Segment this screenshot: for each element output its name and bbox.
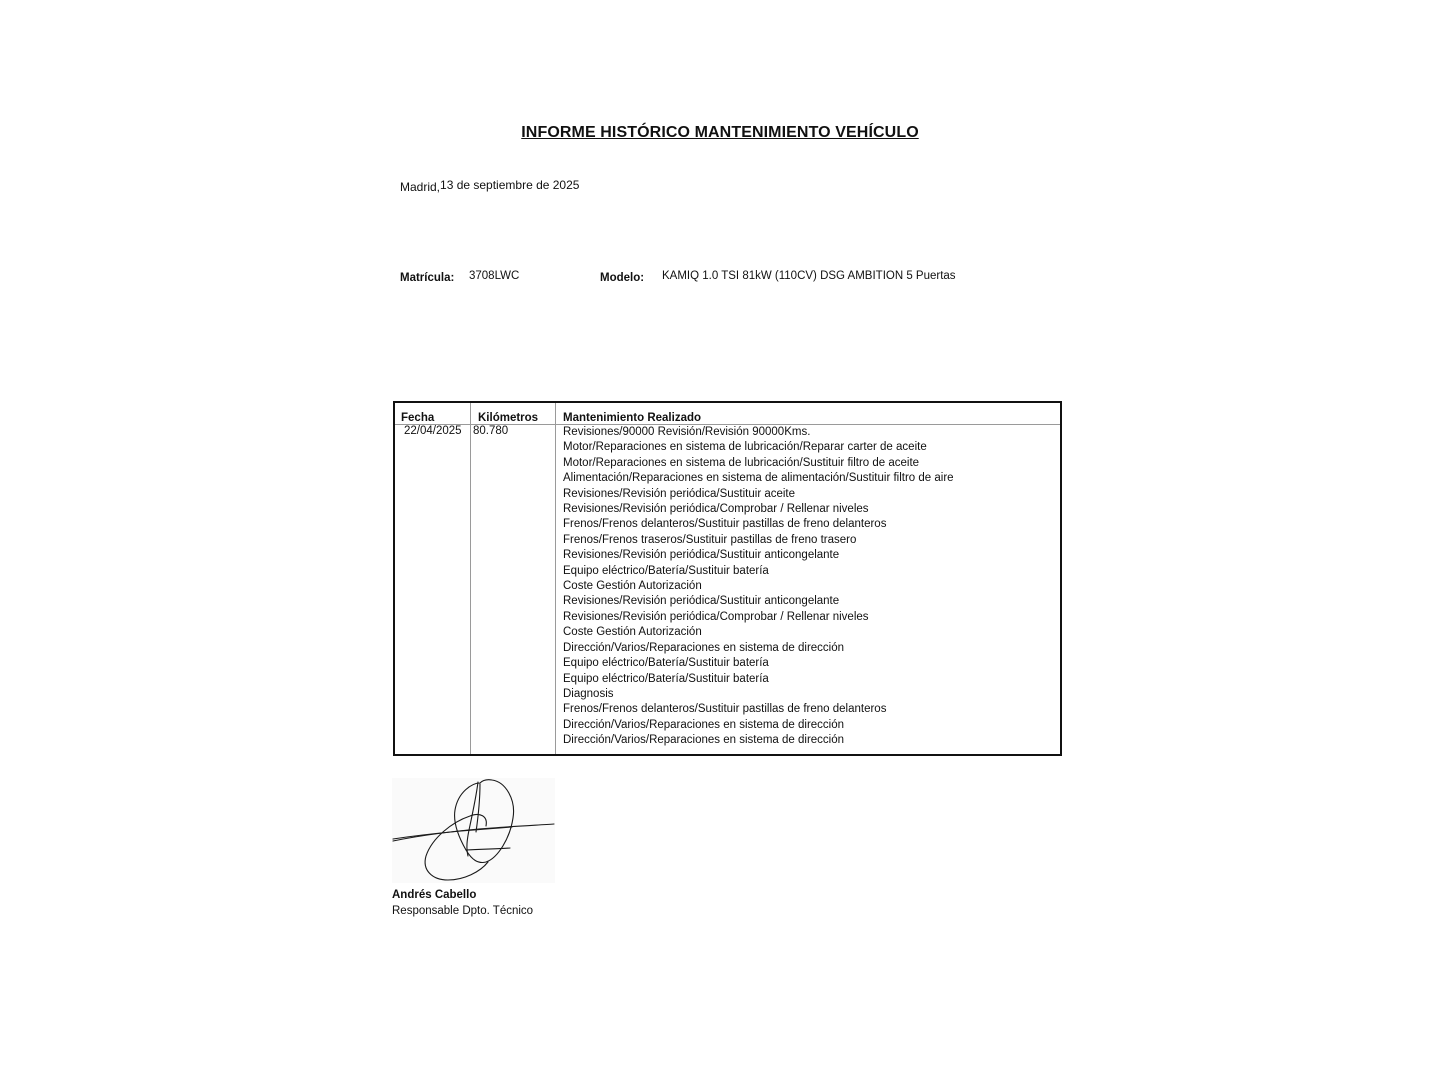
signer-name: Andrés Cabello [392,889,477,901]
work-item: Frenos/Frenos traseros/Sustituir pastillas de freno trasero [563,533,857,546]
plate-label: Matrícula: [400,272,455,284]
model-label: Modelo: [600,272,645,284]
vehicle-info [400,270,1100,290]
report-date: 13 de septiembre de 2025 [440,178,580,192]
work-item: Motor/Reparaciones en sistema de lubricación/Reparar carter de aceite [563,441,927,454]
work-item: Dirección/Varios/Reparaciones en sistema de dirección [563,734,845,747]
work-item: Equipo eléctrico/Batería/Sustituir batería [563,657,769,670]
work-items-list [563,425,954,749]
column-divider [470,403,471,754]
signature-icon [392,778,555,883]
date-line [400,178,579,192]
work-item: Frenos/Frenos delanteros/Sustituir pastillas de freno delanteros [563,518,887,531]
document-title: INFORME HISTÓRICO MANTENIMIENTO VEHÍCULO [521,124,919,141]
work-item: Dirección/Varios/Reparaciones en sistema de dirección [563,718,845,731]
row-km: 80.780 [473,425,509,437]
work-item: Coste Gestión Autorización [563,580,702,593]
work-item: Diagnosis [563,687,614,700]
header-date: Fecha [401,412,435,424]
plate-value: 3708LWC [469,270,520,282]
row-date: 22/04/2025 [404,425,462,437]
work-item: Equipo eléctrico/Batería/Sustituir batería [563,564,769,577]
maintenance-table [393,401,1062,756]
work-item: Revisiones/Revisión periódica/Sustituir anticongelante [563,549,840,562]
header-km: Kilómetros [478,412,539,424]
work-item: Revisiones/Revisión periódica/Comprobar / Rellenar niveles [563,503,869,516]
header-work: Mantenimiento Realizado [563,412,702,424]
work-item: Alimentación/Reparaciones en sistema de alimentación/Sustituir filtro de aire [563,472,954,485]
work-item: Dirección/Varios/Reparaciones en sistema de dirección [563,641,845,654]
column-divider [555,403,556,754]
work-item: Revisiones/90000 Revisión/Revisión 90000Kms. [563,426,811,438]
work-item: Revisiones/Revisión periódica/Comprobar / Rellenar niveles [563,610,869,623]
work-item: Coste Gestión Autorización [563,626,702,639]
city-label: Madrid, [400,180,441,194]
signer-role: Responsable Dpto. Técnico [392,905,534,917]
work-item: Motor/Reparaciones en sistema de lubricación/Sustituir filtro de aceite [563,456,920,469]
work-item: Frenos/Frenos delanteros/Sustituir pastillas de freno delanteros [563,703,887,716]
work-item: Equipo eléctrico/Batería/Sustituir batería [563,672,769,685]
work-item: Revisiones/Revisión periódica/Sustituir anticongelante [563,595,840,608]
work-item: Revisiones/Revisión periódica/Sustituir aceite [563,487,796,500]
model-value: KAMIQ 1.0 TSI 81kW (110CV) DSG AMBITION 5 Puertas [662,270,956,282]
